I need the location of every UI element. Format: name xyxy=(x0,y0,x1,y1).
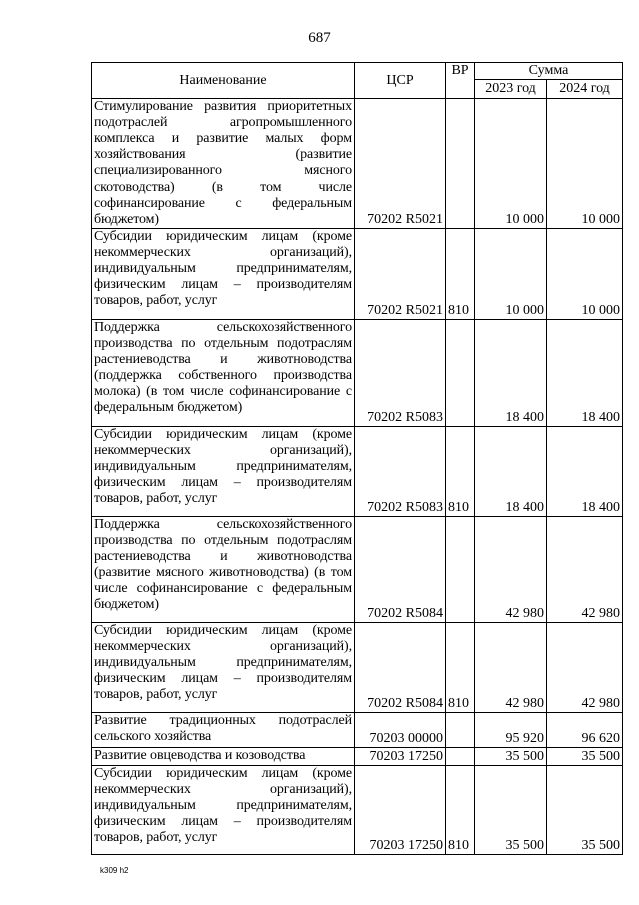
row-sum-2024: 96 620 xyxy=(547,712,623,747)
row-sum-2024: 42 980 xyxy=(547,516,623,622)
row-vr xyxy=(446,747,475,765)
row-name: Развитие традиционных подотраслей сельского хозяйства xyxy=(92,712,355,747)
row-vr xyxy=(446,99,475,229)
table-row xyxy=(92,319,623,426)
row-name: Поддержка сельскохозяйственного производства по отдельным подотраслям растениеводства и животноводства (развитие мясного животноводства) (в том числе софинансирование с федеральным бюджетом) xyxy=(92,516,355,622)
table-row xyxy=(92,516,623,622)
row-csr: 70202 R5084 xyxy=(355,622,446,712)
row-sum-2023: 35 500 xyxy=(475,747,547,765)
header-year-2023: 2023 год xyxy=(475,80,547,99)
row-sum-2023: 18 400 xyxy=(475,426,547,516)
row-csr: 70202 R5021 xyxy=(355,99,446,229)
row-csr: 70202 R5021 xyxy=(355,228,446,319)
row-csr: 70202 R5084 xyxy=(355,516,446,622)
row-name: Субсидии юридическим лицам (кроме некоммерческих организаций), индивидуальным предпринимателям, физическим лицам – производителям товаров, работ, услуг xyxy=(92,228,355,319)
row-sum-2023: 10 000 xyxy=(475,228,547,319)
row-name: Развитие овцеводства и козоводства xyxy=(92,747,355,765)
table-row xyxy=(92,99,623,229)
row-name: Субсидии юридическим лицам (кроме некоммерческих организаций), индивидуальным предпринимателям, физическим лицам – производителям товаров, работ, услуг xyxy=(92,426,355,516)
header-vr: ВР xyxy=(446,63,475,99)
row-sum-2024: 35 500 xyxy=(547,765,623,854)
table-row xyxy=(92,747,623,765)
row-name: Поддержка сельскохозяйственного производства по отдельным подотраслям растениеводства и животноводства (поддержка собственного производства молока) (в том числе софинансирование с федеральным бюджетом) xyxy=(92,319,355,426)
table-row xyxy=(92,622,623,712)
document-code: k309 h2 xyxy=(100,866,129,875)
header-year-2024: 2024 год xyxy=(547,80,623,99)
row-sum-2024: 18 400 xyxy=(547,426,623,516)
table-row xyxy=(92,426,623,516)
row-vr: 810 xyxy=(446,426,475,516)
header-csr: ЦСР xyxy=(355,63,446,99)
table-row xyxy=(92,712,623,747)
row-csr: 70203 00000 xyxy=(355,712,446,747)
row-sum-2024: 42 980 xyxy=(547,622,623,712)
row-vr xyxy=(446,516,475,622)
row-sum-2023: 42 980 xyxy=(475,622,547,712)
row-name: Стимулирование развития приоритетных подотраслей агропромышленного комплекса и развитие малых форм хозяйствования (развитие специализированного мясного скотоводства) (в том числе софинансирование с федеральным бюджетом) xyxy=(92,99,355,229)
row-vr xyxy=(446,319,475,426)
table-row xyxy=(92,765,623,854)
row-name: Субсидии юридическим лицам (кроме некоммерческих организаций), индивидуальным предпринимателям, физическим лицам – производителям товаров, работ, услуг xyxy=(92,622,355,712)
row-csr: 70202 R5083 xyxy=(355,426,446,516)
row-vr: 810 xyxy=(446,622,475,712)
row-sum-2024: 35 500 xyxy=(547,747,623,765)
row-vr xyxy=(446,712,475,747)
row-sum-2024: 18 400 xyxy=(547,319,623,426)
table-row xyxy=(92,228,623,319)
header-sum: Сумма xyxy=(475,63,623,80)
row-sum-2023: 95 920 xyxy=(475,712,547,747)
row-csr: 70203 17250 xyxy=(355,765,446,854)
row-sum-2024: 10 000 xyxy=(547,99,623,229)
row-sum-2023: 42 980 xyxy=(475,516,547,622)
row-sum-2023: 18 400 xyxy=(475,319,547,426)
row-vr: 810 xyxy=(446,228,475,319)
row-csr: 70202 R5083 xyxy=(355,319,446,426)
row-sum-2023: 10 000 xyxy=(475,99,547,229)
budget-table xyxy=(91,62,623,855)
row-vr: 810 xyxy=(446,765,475,854)
header-name: Наименование xyxy=(92,63,355,99)
page-number: 687 xyxy=(308,30,331,46)
row-sum-2023: 35 500 xyxy=(475,765,547,854)
row-csr: 70203 17250 xyxy=(355,747,446,765)
row-name: Субсидии юридическим лицам (кроме некоммерческих организаций), индивидуальным предпринимателям, физическим лицам – производителям товаров, работ, услуг xyxy=(92,765,355,854)
row-sum-2024: 10 000 xyxy=(547,228,623,319)
